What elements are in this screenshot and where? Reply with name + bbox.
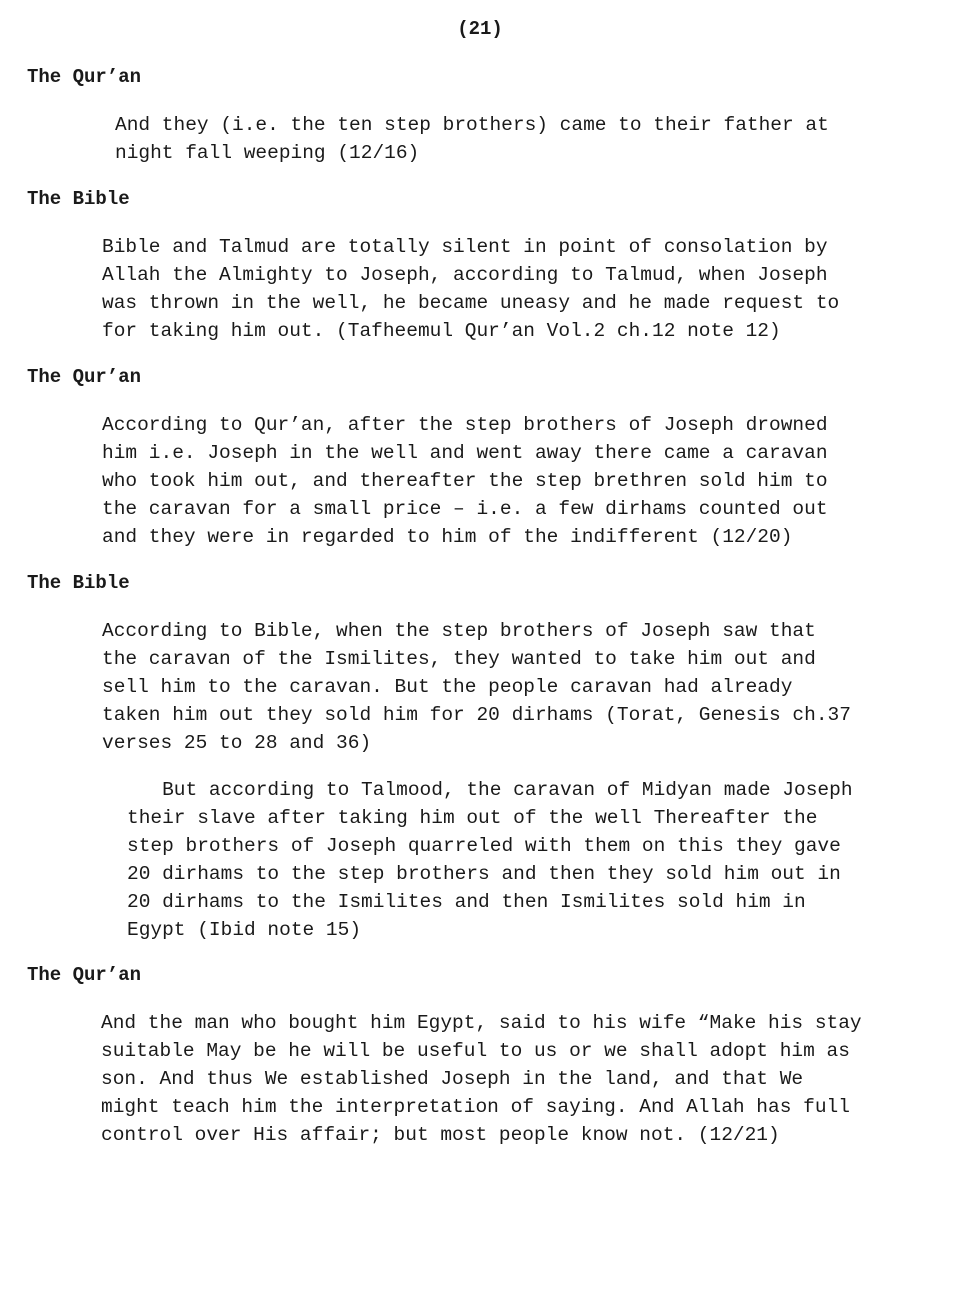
- section-heading: The Bible: [27, 572, 130, 594]
- page-number: (21): [457, 18, 503, 40]
- paragraph: According to Qur’an, after the step brothers of Joseph drowned him i.e. Joseph in the well and went away there came a caravan who took him out, and thereafter the step brethren sold him to the caravan for a small price – i.e. a few dirhams counted out and they were in regarded to him of the indifferent (12/20): [102, 414, 828, 548]
- paragraph: Bible and Talmud are totally silent in point of consolation by Allah the Almighty to Joseph, according to Talmud, when Joseph was thrown in the well, he became uneasy and he made request to for taking him out. (Tafheemul Qur’an Vol.2 ch.12 note 12): [102, 236, 840, 342]
- section-heading: The Bible: [27, 188, 130, 210]
- section-heading: The Qur’an: [27, 366, 142, 388]
- section-heading: The Qur’an: [27, 964, 142, 986]
- paragraph: And they (i.e. the ten step brothers) came to their father at night fall weeping (12/16): [115, 114, 829, 164]
- section-heading: The Qur’an: [27, 66, 142, 88]
- paragraph: According to Bible, when the step brothers of Joseph saw that the caravan of the Ismilites, they wanted to take him out and sell him to the caravan. But the people caravan had already taken him out they sold him for 20 dirhams (Torat, Genesis ch.37 verses 25 to 28 and 36): [102, 620, 851, 754]
- paragraph: But according to Talmood, the caravan of Midyan made Joseph their slave after taking him out of the well Thereafter the step brothers of Joseph quarreled with them on this they gave 20 dirhams to the step brothers and then they sold him out in 20 dirhams to the Ismilites and then Ismilites sold him in Egypt (Ibid note 15): [127, 779, 853, 941]
- paragraph: And the man who bought him Egypt, said to his wife “Make his stay suitable May be he will be useful to us or we shall adopt him as son. And thus We established Joseph in the land, and that We might teach him the interpretation of saying. And Allah has full control over His affair; but most people know not. (12/21): [101, 1012, 862, 1146]
